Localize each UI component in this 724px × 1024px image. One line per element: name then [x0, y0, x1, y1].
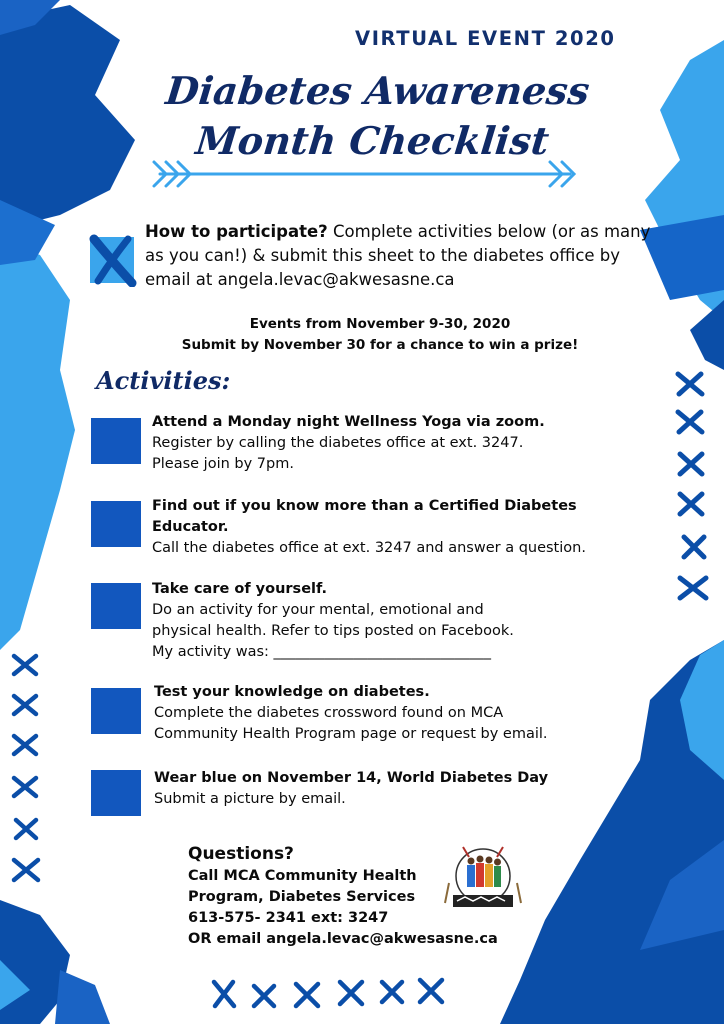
- contact-heading: Questions?: [188, 844, 294, 864]
- event-tag: VIRTUAL EVENT 2020: [355, 27, 616, 50]
- activity-title: Wear blue on November 14, World Diabetes Day: [154, 770, 549, 786]
- activity-body: Register by calling the diabetes office at ext. 3247.: [152, 435, 524, 451]
- activity-body: Please join by 7pm.: [152, 456, 294, 472]
- activity-body: Do an activity for your mental, emotional and: [152, 602, 484, 618]
- x-mark-icon: [680, 533, 708, 561]
- x-mark-icon: [336, 978, 366, 1008]
- activity-item-4: [154, 682, 674, 745]
- activity-checkbox-2[interactable]: [91, 501, 141, 547]
- activity-body: Complete the diabetes crossword found on MCA: [154, 705, 504, 721]
- title-line-2: Month Checklist: [193, 118, 552, 163]
- x-mark-icon: [378, 978, 406, 1006]
- event-dates: [100, 314, 660, 356]
- x-mark-icon: [88, 233, 138, 287]
- participation-text: Complete activities below (or as many as you can!) & submit this sheet to the diabetes office by email at angela.levac@akwesasne.ca: [145, 222, 651, 289]
- activity-checkbox-4[interactable]: [91, 688, 141, 734]
- x-mark-icon: [674, 408, 706, 436]
- activity-body: Call the diabetes office at ext. 3247 and answer a question.: [152, 540, 586, 556]
- contact-line: Program, Diabetes Services: [188, 889, 416, 905]
- activity-title: Find out if you know more than a Certified Diabetes: [152, 498, 577, 514]
- activity-checkbox-3[interactable]: [91, 583, 141, 629]
- activity-item-3: [152, 579, 672, 663]
- page-title: [125, 66, 626, 166]
- x-mark-icon: [674, 370, 706, 398]
- activity-body: Submit a picture by email.: [154, 791, 346, 807]
- organization-logo-icon: [443, 843, 523, 915]
- activity-checkbox-1[interactable]: [91, 418, 141, 464]
- x-mark-icon: [292, 980, 322, 1010]
- activity-body: physical health. Refer to tips posted on Facebook.: [152, 623, 514, 639]
- x-mark-icon: [12, 816, 40, 842]
- x-mark-icon: [676, 574, 710, 602]
- activity-title: Test your knowledge on diabetes.: [154, 684, 430, 700]
- participation-instructions: [145, 220, 665, 292]
- x-mark-icon: [676, 450, 706, 478]
- activity-body: Community Health Program page or request by email.: [154, 726, 548, 742]
- x-mark-icon: [676, 490, 706, 518]
- activity-item-2: [152, 496, 692, 559]
- x-mark-icon: [10, 856, 42, 884]
- activity-title: Attend a Monday night Wellness Yoga via zoom.: [152, 414, 545, 430]
- x-mark-icon: [209, 978, 239, 1010]
- activity-checkbox-5[interactable]: [91, 770, 141, 816]
- activity-body: My activity was: ______________________________: [152, 644, 492, 660]
- participation-lead: How to participate?: [145, 222, 328, 241]
- title-line-1: Diabetes Awareness: [163, 68, 592, 113]
- event-dates-range: Events from November 9-30, 2020: [249, 316, 511, 332]
- x-mark-icon: [10, 732, 40, 758]
- contact-phone: 613-575- 2341 ext: 3247: [188, 910, 389, 926]
- x-mark-icon: [10, 774, 40, 800]
- submission-deadline: Submit by November 30 for a chance to win a prize!: [181, 337, 579, 353]
- x-mark-icon: [250, 982, 278, 1010]
- contact-email: OR email angela.levac@akwesasne.ca: [188, 931, 498, 947]
- contact-line: Call MCA Community Health: [188, 868, 417, 884]
- activity-title: Take care of yourself.: [152, 581, 328, 597]
- x-mark-icon: [10, 692, 40, 718]
- arrow-decoration-icon: [150, 158, 580, 190]
- activity-item-5: [154, 768, 674, 810]
- activity-item-1: [152, 412, 672, 475]
- x-mark-icon: [416, 976, 446, 1006]
- activity-title: Educator.: [152, 519, 229, 535]
- x-mark-icon: [10, 652, 40, 678]
- activities-heading: Activities:: [96, 366, 231, 395]
